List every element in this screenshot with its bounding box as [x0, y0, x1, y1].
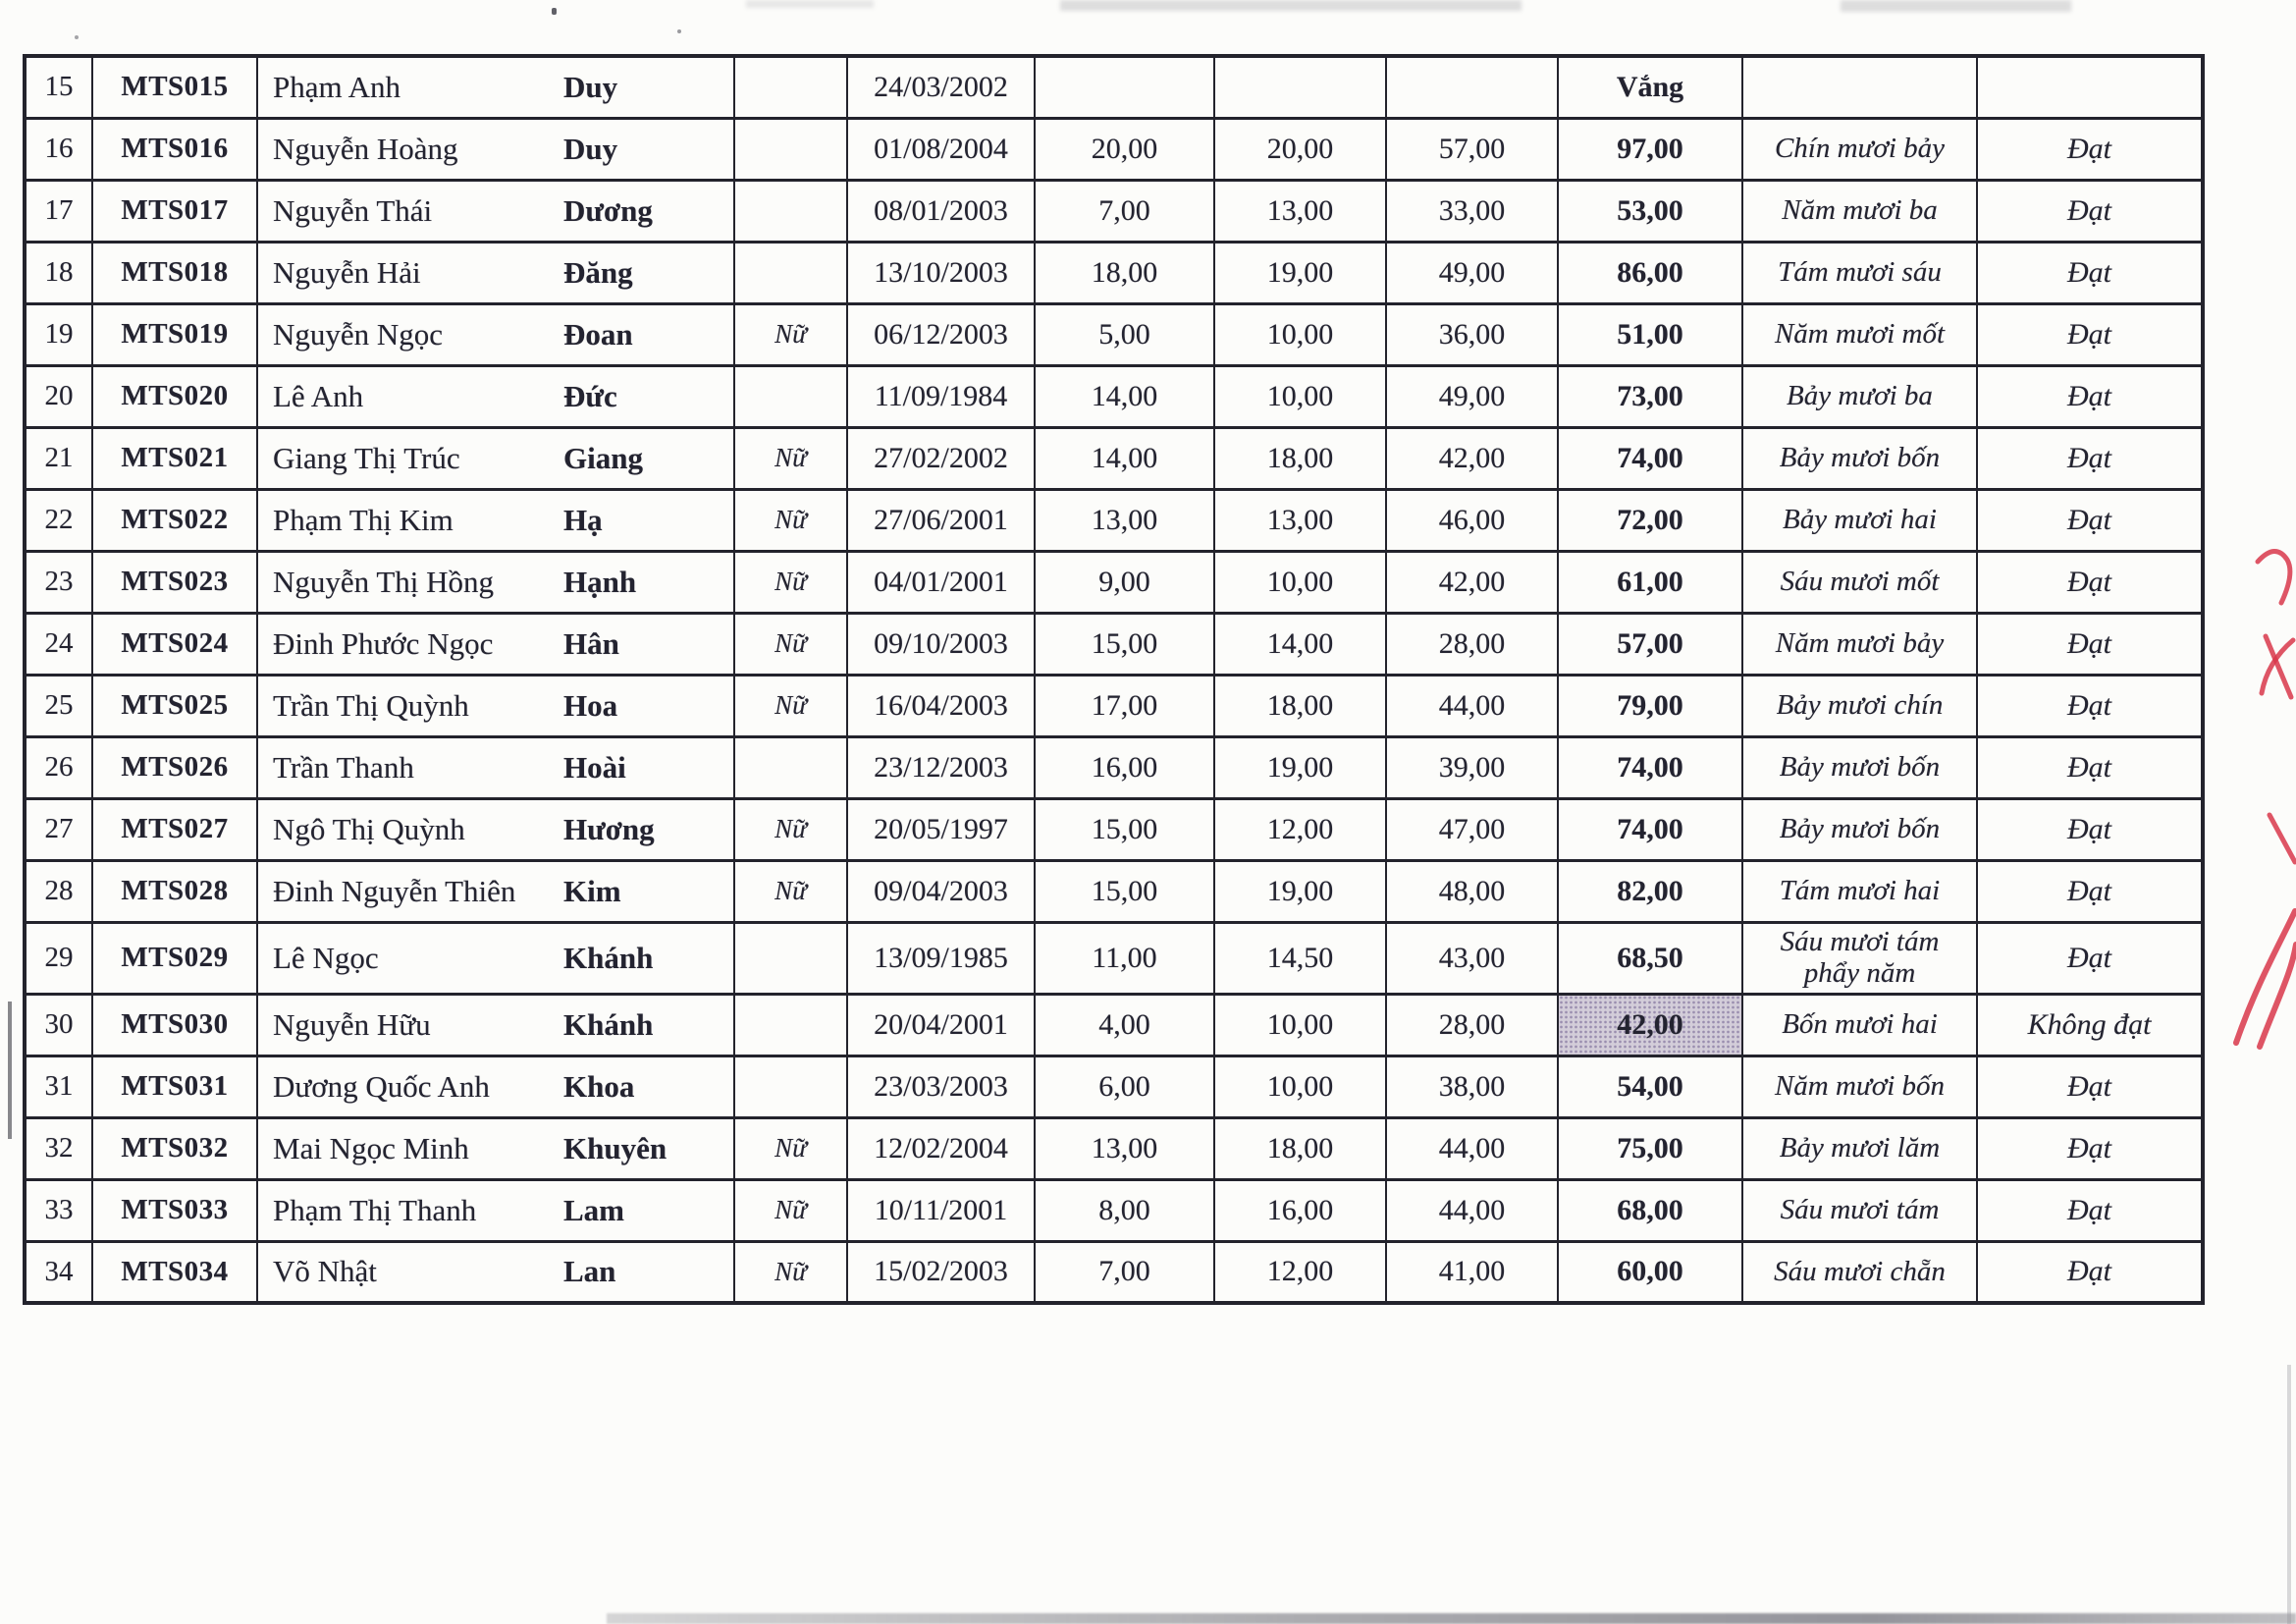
gender-cell: Nữ — [734, 1179, 847, 1241]
candidate-code-cell: MTS021 — [92, 427, 257, 489]
candidate-code-cell: MTS023 — [92, 551, 257, 613]
family-middle-name: Giang Thị Trúc — [273, 440, 460, 475]
stt-cell: 34 — [25, 1241, 92, 1303]
stt-cell: 29 — [25, 922, 92, 994]
family-middle-name: Nguyễn Hải — [273, 254, 421, 290]
score1-cell: 13,00 — [1035, 1117, 1214, 1179]
stt-cell: 15 — [25, 56, 92, 118]
candidate-code-cell: MTS026 — [92, 736, 257, 798]
gender-cell: Nữ — [734, 860, 847, 922]
score3-cell: 44,00 — [1386, 1179, 1558, 1241]
gender-cell: Nữ — [734, 798, 847, 860]
family-middle-name: Lê Anh — [273, 378, 364, 413]
gender-cell: Nữ — [734, 427, 847, 489]
given-name: Dương — [563, 192, 653, 228]
family-middle-name: Phạm Anh — [273, 69, 401, 104]
score3-cell: 46,00 — [1386, 489, 1558, 551]
score-in-words-cell: Tám mươi hai — [1742, 860, 1977, 922]
family-middle-name: Phạm Thị Thanh — [273, 1192, 477, 1227]
dob-cell: 23/03/2003 — [847, 1056, 1035, 1117]
score2-cell: 13,00 — [1214, 180, 1386, 242]
score3-cell: 49,00 — [1386, 365, 1558, 427]
given-name: Hương — [563, 811, 655, 846]
score2-cell: 10,00 — [1214, 994, 1386, 1056]
total-score-cell: 86,00 — [1558, 242, 1742, 303]
result-cell: Đạt — [1977, 922, 2203, 994]
score-in-words-cell: Bảy mươi bốn — [1742, 798, 1977, 860]
score-in-words-cell: Bảy mươi chín — [1742, 675, 1977, 736]
dob-cell: 27/06/2001 — [847, 489, 1035, 551]
score-in-words-cell: Năm mươi bốn — [1742, 1056, 1977, 1117]
score1-cell: 16,00 — [1035, 736, 1214, 798]
score2-cell: 10,00 — [1214, 551, 1386, 613]
given-name: Giang — [563, 440, 643, 475]
score-in-words-cell: Bảy mươi ba — [1742, 365, 1977, 427]
score-in-words-cell: Sáu mươi tám phẩy năm — [1742, 922, 1977, 994]
score2-cell: 19,00 — [1214, 242, 1386, 303]
stt-cell: 32 — [25, 1117, 92, 1179]
score1-cell: 17,00 — [1035, 675, 1214, 736]
family-middle-name: Dương Quốc Anh — [273, 1068, 490, 1104]
total-score-cell: 74,00 — [1558, 798, 1742, 860]
score2-cell: 19,00 — [1214, 860, 1386, 922]
stt-cell: 26 — [25, 736, 92, 798]
candidate-code-cell: MTS019 — [92, 303, 257, 365]
score1-cell: 15,00 — [1035, 613, 1214, 675]
given-name: Lan — [563, 1254, 616, 1289]
result-cell: Đạt — [1977, 798, 2203, 860]
given-name: Duy — [563, 69, 618, 104]
score-in-words-cell: Sáu mươi mốt — [1742, 551, 1977, 613]
total-score-cell: 68,50 — [1558, 922, 1742, 994]
score3-cell: 42,00 — [1386, 427, 1558, 489]
dob-cell: 16/04/2003 — [847, 675, 1035, 736]
stt-cell: 25 — [25, 675, 92, 736]
gender-cell: Nữ — [734, 1241, 847, 1303]
result-cell: Đạt — [1977, 118, 2203, 180]
score-in-words-cell: Bảy mươi lăm — [1742, 1117, 1977, 1179]
score3-cell: 43,00 — [1386, 922, 1558, 994]
score1-cell: 7,00 — [1035, 1241, 1214, 1303]
score1-cell: 6,00 — [1035, 1056, 1214, 1117]
total-score-cell: 74,00 — [1558, 427, 1742, 489]
candidate-code-cell: MTS030 — [92, 994, 257, 1056]
family-middle-name: Trần Thị Quỳnh — [273, 687, 469, 723]
score2-cell: 14,00 — [1214, 613, 1386, 675]
family-middle-name: Nguyễn Hoàng — [273, 131, 458, 166]
score3-cell: 33,00 — [1386, 180, 1558, 242]
candidate-code-cell: MTS017 — [92, 180, 257, 242]
score1-cell: 14,00 — [1035, 365, 1214, 427]
result-cell: Đạt — [1977, 427, 2203, 489]
score2-cell: 19,00 — [1214, 736, 1386, 798]
score2-cell: 14,50 — [1214, 922, 1386, 994]
score2-cell: 10,00 — [1214, 303, 1386, 365]
family-middle-name: Nguyễn Ngọc — [273, 316, 444, 352]
score2-cell: 18,00 — [1214, 427, 1386, 489]
total-score-cell: 68,00 — [1558, 1179, 1742, 1241]
total-score-cell: 75,00 — [1558, 1117, 1742, 1179]
stt-cell: 18 — [25, 242, 92, 303]
score-in-words-cell: Sáu mươi chẵn — [1742, 1241, 1977, 1303]
family-middle-name: Trần Thanh — [273, 749, 414, 785]
score2-cell: 10,00 — [1214, 365, 1386, 427]
total-score-cell: 79,00 — [1558, 675, 1742, 736]
result-cell: Đạt — [1977, 1117, 2203, 1179]
dob-cell: 20/05/1997 — [847, 798, 1035, 860]
score2-cell: 16,00 — [1214, 1179, 1386, 1241]
family-middle-name: Nguyễn Thị Hồng — [273, 564, 495, 599]
dob-cell: 12/02/2004 — [847, 1117, 1035, 1179]
result-cell: Không đạt — [1977, 994, 2203, 1056]
family-middle-name: Ngô Thị Quỳnh — [273, 811, 465, 846]
result-cell: Đạt — [1977, 303, 2203, 365]
score3-cell: 36,00 — [1386, 303, 1558, 365]
stt-cell: 28 — [25, 860, 92, 922]
candidate-code-cell: MTS015 — [92, 56, 257, 118]
score1-cell: 18,00 — [1035, 242, 1214, 303]
total-score-cell: 61,00 — [1558, 551, 1742, 613]
stt-cell: 20 — [25, 365, 92, 427]
score3-cell: 38,00 — [1386, 1056, 1558, 1117]
given-name: Lam — [563, 1192, 624, 1227]
dob-cell: 04/01/2001 — [847, 551, 1035, 613]
family-middle-name: Võ Nhật — [273, 1254, 377, 1289]
score2-cell: 18,00 — [1214, 675, 1386, 736]
score1-cell: 4,00 — [1035, 994, 1214, 1056]
dob-cell: 20/04/2001 — [847, 994, 1035, 1056]
given-name: Kim — [563, 873, 621, 908]
dob-cell: 23/12/2003 — [847, 736, 1035, 798]
score1-cell: 15,00 — [1035, 798, 1214, 860]
score-in-words-cell: Bảy mươi hai — [1742, 489, 1977, 551]
candidate-code-cell: MTS034 — [92, 1241, 257, 1303]
result-cell: Đạt — [1977, 180, 2203, 242]
given-name: Khánh — [563, 1006, 654, 1042]
candidate-code-cell: MTS020 — [92, 365, 257, 427]
candidate-code-cell: MTS032 — [92, 1117, 257, 1179]
score2-cell: 20,00 — [1214, 118, 1386, 180]
given-name: Duy — [563, 131, 618, 166]
total-score-cell: Vắng — [1558, 56, 1742, 118]
given-name: Khuyên — [563, 1130, 667, 1165]
score-in-words-cell: Chín mươi bảy — [1742, 118, 1977, 180]
result-cell: Đạt — [1977, 1179, 2203, 1241]
candidate-code-cell: MTS028 — [92, 860, 257, 922]
score-in-words-cell: Năm mươi mốt — [1742, 303, 1977, 365]
candidate-code-cell: MTS031 — [92, 1056, 257, 1117]
stt-cell: 19 — [25, 303, 92, 365]
score-in-words-cell: Bốn mươi hai — [1742, 994, 1977, 1056]
family-middle-name: Mai Ngọc Minh — [273, 1130, 469, 1165]
score2-cell: 18,00 — [1214, 1117, 1386, 1179]
gender-cell: Nữ — [734, 675, 847, 736]
stt-cell: 31 — [25, 1056, 92, 1117]
dob-cell: 01/08/2004 — [847, 118, 1035, 180]
candidate-code-cell: MTS022 — [92, 489, 257, 551]
family-middle-name: Nguyễn Hữu — [273, 1006, 431, 1042]
result-cell: Đạt — [1977, 365, 2203, 427]
score2-cell: 10,00 — [1214, 1056, 1386, 1117]
candidate-code-cell: MTS033 — [92, 1179, 257, 1241]
candidate-code-cell: MTS024 — [92, 613, 257, 675]
result-cell: Đạt — [1977, 675, 2203, 736]
score3-cell: 28,00 — [1386, 994, 1558, 1056]
dob-cell: 10/11/2001 — [847, 1179, 1035, 1241]
family-middle-name: Phạm Thị Kim — [273, 502, 454, 537]
score3-cell: 57,00 — [1386, 118, 1558, 180]
score-in-words-cell: Năm mươi bảy — [1742, 613, 1977, 675]
given-name: Đoan — [563, 316, 633, 352]
candidate-code-cell: MTS016 — [92, 118, 257, 180]
score-in-words-cell: Bảy mươi bốn — [1742, 736, 1977, 798]
candidate-code-cell: MTS025 — [92, 675, 257, 736]
result-cell: Đạt — [1977, 613, 2203, 675]
result-cell: Đạt — [1977, 1056, 2203, 1117]
total-score-cell: 54,00 — [1558, 1056, 1742, 1117]
result-cell: Đạt — [1977, 1241, 2203, 1303]
result-cell: Đạt — [1977, 860, 2203, 922]
given-name: Hạnh — [563, 564, 637, 599]
score1-cell: 7,00 — [1035, 180, 1214, 242]
total-score-cell: 74,00 — [1558, 736, 1742, 798]
score3-cell: 49,00 — [1386, 242, 1558, 303]
total-score-cell: 72,00 — [1558, 489, 1742, 551]
stt-cell: 23 — [25, 551, 92, 613]
total-score-cell: 60,00 — [1558, 1241, 1742, 1303]
score3-cell: 28,00 — [1386, 613, 1558, 675]
given-name: Đăng — [563, 254, 633, 290]
given-name: Đức — [563, 378, 617, 413]
total-score-cell: 53,00 — [1558, 180, 1742, 242]
score2-cell: 12,00 — [1214, 798, 1386, 860]
dob-cell: 24/03/2002 — [847, 56, 1035, 118]
given-name: Khánh — [563, 940, 654, 975]
score3-cell: 47,00 — [1386, 798, 1558, 860]
score1-cell: 15,00 — [1035, 860, 1214, 922]
score-in-words-cell: Bảy mươi bốn — [1742, 427, 1977, 489]
dob-cell: 13/09/1985 — [847, 922, 1035, 994]
score3-cell: 39,00 — [1386, 736, 1558, 798]
dob-cell: 13/10/2003 — [847, 242, 1035, 303]
candidate-code-cell: MTS029 — [92, 922, 257, 994]
score3-cell: 48,00 — [1386, 860, 1558, 922]
stt-cell: 22 — [25, 489, 92, 551]
score1-cell: 9,00 — [1035, 551, 1214, 613]
score-in-words-cell: Tám mươi sáu — [1742, 242, 1977, 303]
stt-cell: 30 — [25, 994, 92, 1056]
total-score-cell: 57,00 — [1558, 613, 1742, 675]
dob-cell: 11/09/1984 — [847, 365, 1035, 427]
result-cell: Đạt — [1977, 551, 2203, 613]
stt-cell: 27 — [25, 798, 92, 860]
score1-cell: 11,00 — [1035, 922, 1214, 994]
gender-cell: Nữ — [734, 613, 847, 675]
gender-cell: Nữ — [734, 303, 847, 365]
score2-cell: 13,00 — [1214, 489, 1386, 551]
score3-cell: 44,00 — [1386, 1117, 1558, 1179]
candidate-code-cell: MTS027 — [92, 798, 257, 860]
result-cell: Đạt — [1977, 489, 2203, 551]
stt-cell: 21 — [25, 427, 92, 489]
total-score-cell: 51,00 — [1558, 303, 1742, 365]
score1-cell: 20,00 — [1035, 118, 1214, 180]
dob-cell: 09/10/2003 — [847, 613, 1035, 675]
given-name: Hoài — [563, 749, 626, 785]
stt-cell: 16 — [25, 118, 92, 180]
score1-cell: 8,00 — [1035, 1179, 1214, 1241]
gender-cell: Nữ — [734, 551, 847, 613]
score-in-words-cell: Sáu mươi tám — [1742, 1179, 1977, 1241]
total-score-cell: 82,00 — [1558, 860, 1742, 922]
result-cell: Đạt — [1977, 242, 2203, 303]
score1-cell: 5,00 — [1035, 303, 1214, 365]
score1-cell: 14,00 — [1035, 427, 1214, 489]
dob-cell: 27/02/2002 — [847, 427, 1035, 489]
dob-cell: 15/02/2003 — [847, 1241, 1035, 1303]
score-in-words-cell: Năm mươi ba — [1742, 180, 1977, 242]
gender-cell: Nữ — [734, 1117, 847, 1179]
dob-cell: 08/01/2003 — [847, 180, 1035, 242]
total-score-cell: 42,00 — [1558, 994, 1742, 1056]
family-middle-name: Đinh Phước Ngọc — [273, 625, 494, 661]
score3-cell: 44,00 — [1386, 675, 1558, 736]
given-name: Hân — [563, 625, 619, 661]
family-middle-name: Lê Ngọc — [273, 940, 379, 975]
result-cell: Đạt — [1977, 736, 2203, 798]
score3-cell: 41,00 — [1386, 1241, 1558, 1303]
total-score-cell: 97,00 — [1558, 118, 1742, 180]
family-middle-name: Đinh Nguyễn Thiên — [273, 873, 516, 908]
given-name: Hoa — [563, 687, 618, 723]
score1-cell: 13,00 — [1035, 489, 1214, 551]
given-name: Khoa — [563, 1068, 635, 1104]
family-middle-name: Nguyễn Thái — [273, 192, 433, 228]
stt-cell: 24 — [25, 613, 92, 675]
score2-cell: 12,00 — [1214, 1241, 1386, 1303]
gender-cell: Nữ — [734, 489, 847, 551]
total-score-cell: 73,00 — [1558, 365, 1742, 427]
dob-cell: 06/12/2003 — [847, 303, 1035, 365]
stt-cell: 17 — [25, 180, 92, 242]
candidate-code-cell: MTS018 — [92, 242, 257, 303]
dob-cell: 09/04/2003 — [847, 860, 1035, 922]
score3-cell: 42,00 — [1386, 551, 1558, 613]
stt-cell: 33 — [25, 1179, 92, 1241]
given-name: Hạ — [563, 502, 603, 537]
